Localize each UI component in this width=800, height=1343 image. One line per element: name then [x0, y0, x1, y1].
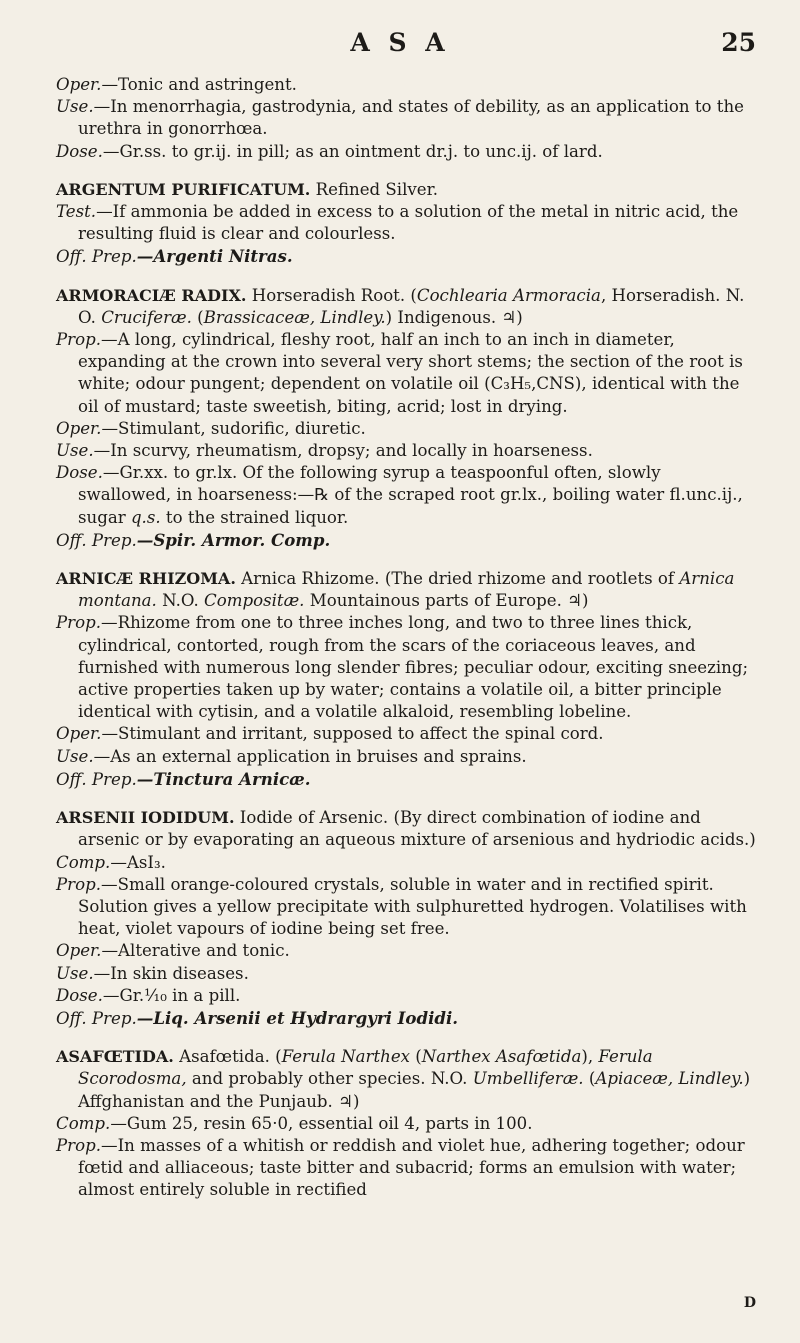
botanical-name-2: Ferula Scorodosma,: [78, 1047, 653, 1089]
entry-armoraciae-radix: [56, 285, 758, 552]
entry-title: ASAFŒTIDA.: [56, 1047, 174, 1067]
entry-heading: [56, 807, 758, 851]
dose-line: [56, 985, 758, 1007]
use-text: —In menorrhagia, gastrodynia, and states of debility, as an application to the urethra in gonorrhœa.: [78, 97, 744, 139]
use-label: Use.: [56, 746, 94, 766]
entry-title-rest: Horseradish Root. (: [246, 285, 417, 305]
entry-title-rest: Iodide of Arsenic. (By direct combination of iodine and arsenic or by evaporating an aqueous mixture of arsenious and hydriodic acids.): [78, 808, 756, 850]
oper-label: Oper.: [56, 418, 102, 438]
dose-text: —Gr.¹⁄₁₀ in a pill.: [102, 985, 241, 1005]
entry-heading: [56, 285, 758, 329]
comp-label: Comp.: [56, 1113, 111, 1133]
heading-text: (: [583, 1069, 596, 1089]
prop-line: [56, 329, 758, 418]
offprep-line: [56, 529, 758, 552]
oper-line: [56, 940, 758, 962]
natural-order: Cruciferæ.: [101, 307, 192, 327]
oper-text: —Stimulant and irritant, supposed to affect the spinal cord.: [101, 724, 604, 744]
oper-label: Oper.: [56, 724, 102, 744]
oper-label: Oper.: [56, 941, 102, 961]
entry-arnicae-rhizoma: [56, 568, 758, 791]
dose-text-end: to the strained liquor.: [160, 507, 349, 527]
natural-order: Compositæ.: [204, 591, 305, 611]
test-text: —If ammonia be added in excess to a solution of the metal in nitric acid, the resulting fluid is clear and colourless.: [78, 202, 739, 244]
offprep-line: [56, 1007, 758, 1030]
natural-order: Umbelliferæ.: [472, 1069, 584, 1089]
page-number: 25: [721, 28, 756, 57]
entry-title: ARSENII IODIDUM.: [56, 808, 235, 828]
use-label: Use.: [56, 963, 94, 983]
oper-text: —Tonic and astringent.: [101, 75, 297, 94]
prop-label: Prop.: [56, 1135, 101, 1155]
running-head: A S A: [350, 28, 450, 57]
heading-text: ),: [581, 1047, 599, 1067]
prop-text: —In masses of a whitish or reddish and violet hue, adhering together; odour fœtid and alliaceous; taste bitter and subacrid; forms an emulsion with water; almost entirely soluble in rectified: [78, 1135, 745, 1200]
heading-text: and probably other species. N.O.: [186, 1069, 473, 1089]
oper-line: [56, 74, 758, 96]
heading-text: Mountainous parts of Europe. ♃): [304, 591, 589, 611]
entry-title: ARGENTUM PURIFICATUM.: [56, 179, 311, 199]
use-line: [56, 746, 758, 768]
offprep-text: —Argenti Nitras.: [136, 246, 293, 267]
test-label: Test.: [56, 202, 97, 222]
prop-label: Prop.: [56, 874, 101, 894]
signature-mark: D: [743, 1295, 756, 1311]
use-line: [56, 96, 758, 140]
botanical-name: Cochlearia Armoracia: [416, 285, 601, 305]
heading-text: (: [191, 307, 204, 327]
oper-text: —Alterative and tonic.: [101, 941, 290, 961]
comp-line: [56, 1113, 758, 1135]
prop-text: —A long, cylindrical, fleshy root, half an inch to an inch in diameter, expanding at the crown into several very short stems; the section of the root is white; odour pungent; dependent on volatile oil (C₃H₅,CNS), identical with the oil of mustard; taste sweetish, biting, acrid; lost in drying.: [78, 330, 743, 416]
offprep-label: Off. Prep.: [56, 247, 137, 267]
use-text: —In skin diseases.: [93, 963, 249, 983]
prop-label: Prop.: [56, 613, 101, 633]
prop-text: —Rhizome from one to three inches long, and two to three lines thick, cylindrical, contorted, rough from the scars of the coriaceous leaves, and furnished with numerous long slender fibres; peculiar odour, exciting sneezing; active properties taken up by water; contains a volatile oil, a bitter principle identical with cytisin, and a volatile alkaloid, resembling lobeline.: [78, 613, 749, 722]
heading-text: , Horseradish. N. O.: [78, 285, 745, 327]
oper-text: —Stimulant, sudorific, diuretic.: [101, 418, 366, 438]
offprep-text: —Spir. Armor. Comp.: [136, 529, 331, 550]
prop-text: —Small orange-coloured crystals, soluble in water and in rectified spirit. Solution gives a yellow precipitate with sulphuretted hydrogen. Volatilises with heat, violet vapours of iodine being set free.: [78, 874, 747, 939]
use-label: Use.: [56, 97, 94, 117]
heading-text: (: [410, 1047, 422, 1067]
entry-title-rest: Arnica Rhizome. (The dried rhizome and rootlets of: [235, 569, 680, 589]
dose-qs: q.s.: [130, 507, 161, 527]
oper-line: [56, 418, 758, 440]
entry-title-rest: Asafœtida. (: [173, 1047, 282, 1067]
offprep-line: [56, 768, 758, 791]
dose-label: Dose.: [56, 985, 103, 1005]
entry-title: ARNICÆ RHIZOMA.: [56, 569, 236, 589]
comp-label: Comp.: [56, 852, 111, 872]
use-line: [56, 440, 758, 462]
lindley-order: Apiaceæ, Lindley.: [595, 1069, 744, 1089]
prop-label: Prop.: [56, 330, 101, 350]
offprep-label: Off. Prep.: [56, 769, 137, 789]
comp-text: —AsI₃.: [110, 852, 166, 872]
entry-argenti-continued: [56, 74, 758, 163]
offprep-label: Off. Prep.: [56, 530, 137, 550]
offprep-text: —Liq. Arsenii et Hydrargyri Iodidi.: [136, 1007, 459, 1028]
use-label: Use.: [56, 441, 94, 461]
heading-text: N.O.: [156, 591, 205, 611]
oper-label: Oper.: [56, 75, 102, 94]
entry-asafoetida: [56, 1046, 758, 1201]
prop-line: [56, 612, 758, 723]
entry-arsenii-iodidum: [56, 807, 758, 1030]
heading-text: ) Indigenous. ♃): [385, 307, 523, 327]
page-body: [56, 74, 758, 1218]
use-line: [56, 963, 758, 985]
entry-heading: [56, 179, 758, 201]
offprep-text: —Tinctura Arnicæ.: [136, 768, 311, 789]
botanical-name: Arnica montana.: [78, 569, 735, 611]
dose-line: [56, 141, 758, 163]
dose-label: Dose.: [56, 463, 103, 483]
dose-line: [56, 462, 758, 529]
dose-text: —Gr.ss. to gr.ij. in pill; as an ointment dr.j. to unc.ij. of lard.: [102, 141, 603, 161]
offprep-label: Off. Prep.: [56, 1008, 137, 1028]
oper-line: [56, 723, 758, 745]
entry-title-rest: Refined Silver.: [310, 179, 438, 199]
page-header: [0, 28, 800, 58]
prop-line: [56, 1135, 758, 1202]
botanical-synonym: Narthex Asafœtida: [421, 1047, 582, 1067]
offprep-line: [56, 245, 758, 268]
use-text: —As an external application in bruises and sprains.: [93, 746, 527, 766]
prop-line: [56, 874, 758, 941]
entry-argentum-purificatum: [56, 179, 758, 269]
botanical-name: Ferula Narthex: [281, 1047, 411, 1067]
comp-text: —Gum 25, resin 65·0, essential oil 4, parts in 100.: [110, 1113, 533, 1133]
entry-heading: [56, 1046, 758, 1113]
test-line: [56, 201, 758, 245]
use-text: —In scurvy, rheumatism, dropsy; and locally in hoarseness.: [93, 441, 593, 461]
lindley-order: Brassicaceæ, Lindley.: [203, 307, 386, 327]
comp-line: [56, 852, 758, 874]
entry-title: ARMORACIÆ RADIX.: [56, 285, 247, 305]
dose-text: —Gr.xx. to gr.lx. Of the following syrup a teaspoonful often, slowly swallowed, in hoarseness:—℞ of the scraped root gr.lx., boiling water fl.unc.ij., sugar: [78, 463, 743, 527]
heading-text: ) Affghanistan and the Punjaub. ♃): [78, 1069, 751, 1111]
dose-label: Dose.: [56, 141, 103, 161]
entry-heading: [56, 568, 758, 612]
